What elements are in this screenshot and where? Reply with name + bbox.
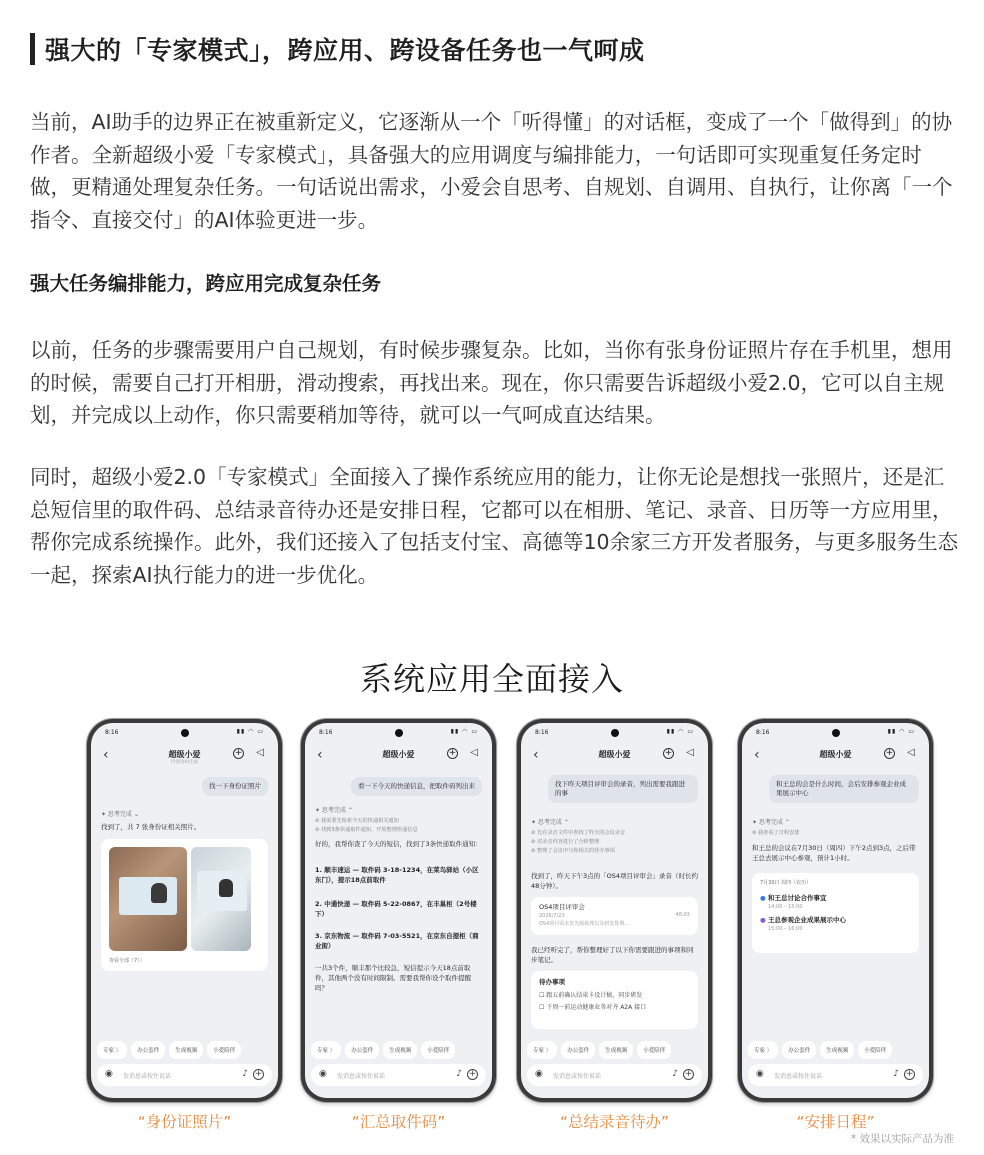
new-chat-icon[interactable]: + [234,748,243,758]
phone-mockup-schedule [738,719,933,1102]
chip-video[interactable]: 生成视频 [599,1041,633,1059]
think-steps [531,829,625,856]
quick-chips [527,1041,702,1059]
todo-card [531,971,698,1029]
todo-title: 待办事项 [539,978,565,986]
status-icons: ▮▮ ◠ ▭ [887,728,915,735]
caption-recording-todos: “总结录音待办” [559,1113,670,1131]
id-photo-thumbnail-2[interactable] [191,847,251,951]
recording-duration: 48:03 [675,912,690,918]
think-status[interactable]: ✦ 思考完成 ⌃ [531,819,569,826]
status-time: 8:16 [105,729,119,736]
add-icon[interactable]: + [905,1069,914,1079]
chip-expert[interactable]: 专家 〉 [527,1041,557,1059]
back-arrow-icon[interactable]: ‹ [317,747,323,763]
status-time: 8:16 [535,729,549,736]
caption-schedule: “安排日程” [796,1113,875,1131]
input-placeholder: 发消息或按住说话 [774,1073,823,1080]
status-time: 8:16 [319,729,333,736]
user-query-bubble: 找一下身份证照片 [202,777,268,796]
chip-expert[interactable]: 专家 〉 [311,1041,341,1059]
phone-mockup-pickup-codes [301,719,496,1102]
recording-card[interactable] [531,897,698,935]
input-placeholder: 发消息或按住说话 [123,1073,172,1080]
calendar-card [752,873,919,953]
status-icons: ▮▮ ◠ ▭ [236,728,264,735]
add-icon[interactable]: + [468,1069,477,1079]
back-arrow-icon[interactable]: ‹ [103,747,109,763]
camera-notch [395,729,403,737]
add-icon[interactable]: + [684,1069,693,1079]
chip-office[interactable]: 办公套件 [345,1041,379,1059]
think-status[interactable]: ✦ 思考完成 ⌃ [315,807,353,814]
speaker-icon[interactable]: ◁ [256,747,264,758]
event-time: 15:00 – 16:00 [768,926,803,932]
chip-companion[interactable]: 小爱陪伴 [637,1041,671,1059]
phone-mockup-recording-todos [517,719,712,1102]
chat-title: 超级小爱 [819,750,852,759]
chat-title: 超级小爱 [168,750,201,759]
message-input[interactable] [311,1064,486,1086]
camera-icon[interactable]: ◉ [756,1069,764,1079]
checkbox-icon[interactable]: ☐ [539,1004,547,1011]
speaker-icon[interactable]: ◁ [907,747,915,758]
todo-item-text: 跟五前确认结束卡设计稿，同步研发 [546,992,643,999]
assistant-followup: 我已经听完了，帮你整理好了以下你需要跟进的事项和同步笔记。 [531,946,694,964]
id-photo-thumbnail[interactable] [109,847,187,951]
view-all-link[interactable]: 查看全部（7）〉 [109,958,145,964]
subheading: 强大任务编排能力，跨应用完成复杂任务 [30,272,382,295]
input-placeholder: 发消息或按住说话 [553,1073,602,1080]
assistant-reply: 找到了，共 7 张身份证相关照片。 [101,823,201,831]
back-arrow-icon[interactable]: ‹ [533,747,539,763]
chat-title: 超级小爱 [382,750,415,759]
chip-companion[interactable]: 小爱陪伴 [207,1041,241,1059]
status-time: 8:16 [756,729,770,736]
section-title: 系统应用全面接入 [359,660,624,698]
chat-title: 超级小爱 [598,750,631,759]
message-input[interactable] [97,1064,272,1086]
mic-icon[interactable]: ♪ [242,1069,248,1079]
camera-notch [611,729,619,737]
chip-video[interactable]: 生成视频 [169,1041,203,1059]
event-title: 和王总讨论合作事宜 [767,894,827,902]
chip-office[interactable]: 办公套件 [561,1041,595,1059]
chip-companion[interactable]: 小爱陪伴 [858,1041,892,1059]
event-dot-icon: ● [760,916,768,924]
chip-companion[interactable]: 小爱陪伴 [421,1041,455,1059]
new-chat-icon[interactable]: + [448,748,457,758]
new-chat-icon[interactable]: + [664,748,673,758]
chip-video[interactable]: 生成视频 [820,1041,854,1059]
status-icons: ▮▮ ◠ ▭ [450,728,478,735]
article-heading [30,32,645,66]
event-dot-icon: ● [760,894,768,902]
back-arrow-icon[interactable]: ‹ [754,747,760,763]
caption-id-photo: “身份证照片” [137,1113,232,1131]
chip-expert[interactable]: 专家 〉 [748,1041,778,1059]
speaker-icon[interactable]: ◁ [470,747,478,758]
quick-chips [97,1041,272,1059]
user-query-bubble: 看一下今天的快递信息，把取件码列出来 [351,777,482,796]
chat-subtitle: 内容由AI生成 [171,760,198,765]
message-input[interactable] [748,1064,923,1086]
think-steps [752,829,800,838]
chip-video[interactable]: 生成视频 [383,1041,417,1059]
camera-icon[interactable]: ◉ [319,1069,327,1079]
think-status[interactable]: ✦ 思考完成 ⌄ [101,811,139,818]
user-query-bubble: 找下昨天项目评审会的录音，列出需要我跟进的事 [548,775,698,803]
heading-bar [30,33,35,65]
think-step: ⊘ 先在录音文件中查找了昨天的会议录音 [531,830,626,836]
pickup-item: 2. 中通快递 — 取件码 5-22-0867，在丰巢柜（2号楼下） [315,900,477,918]
footnote: * 效果以实际产品为准 [850,1133,954,1145]
checkbox-icon[interactable]: ☐ [539,992,547,999]
camera-notch [181,729,189,737]
calendar-event[interactable] [760,893,911,911]
mic-icon[interactable]: ♪ [672,1069,678,1079]
paragraph-orchestration: 以前，任务的步骤需要用户自己规划，有时候步骤复杂。比如，当你有张身份证照片存在手机里，想用的时候，需要自己打开相册，滑动搜索，再找出来。现在，你只需要告诉超级小爱2.0，它可以自主规划，并完成以上动作，你只需要稍加等待，就可以一气呵成直达结果。 [30,338,953,427]
chip-office[interactable]: 办公套件 [131,1041,165,1059]
recording-date: 2026/7/23 [539,913,565,919]
caption-pickup-codes: “汇总取件码” [351,1113,446,1131]
speaker-icon[interactable]: ◁ [686,747,694,758]
recording-title: OS4项目评审会 [539,903,585,911]
chip-office[interactable]: 办公套件 [782,1041,816,1059]
heading-text: 强大的「专家模式」，跨应用、跨设备任务也一气呵成 [45,36,645,65]
event-time: 14:00 – 15:00 [768,904,803,910]
think-step: ⊘ 找到3条快递取件通知，开始整理快递信息 [315,827,418,833]
calendar-event[interactable] [760,915,911,933]
user-query-bubble: 和王总的会是什么时间，会后安排参观企业成果展示中心 [769,775,919,803]
assistant-reply: 找到了，昨天下午3点的「OS4项目评审会」录音（时长约48分钟）。 [531,872,699,890]
assistant-reply: 和王总的会议在7月30日（周四）下午2点到3点，之后带王总去展示中心参观，预计1小时。 [752,844,916,862]
camera-icon[interactable]: ◉ [105,1069,113,1079]
todo-item-text: 下周一前运动健康业务对齐 A2A 接口 [546,1004,647,1011]
chip-expert[interactable]: 专家 〉 [97,1041,127,1059]
pickup-item: 3. 京东物流 — 取件码 7-03-5521，在京东自提柜（商业街） [315,932,479,950]
new-chat-icon[interactable]: + [885,748,894,758]
todo-item[interactable] [539,991,690,1001]
todo-item[interactable] [539,1003,690,1013]
photo-results-card [101,839,268,971]
camera-icon[interactable]: ◉ [535,1069,543,1079]
event-title: 王总参观企业成果展示中心 [767,916,846,924]
message-input[interactable] [527,1064,702,1086]
mic-icon[interactable]: ♪ [893,1069,899,1079]
recording-summary: OS4项目需求优先级梳理以及研发排期... [539,921,630,927]
paragraph-intro: 当前，AI助手的边界正在被重新定义，它逐渐从一个「听得懂」的对话框，变成了一个「做得到」的协作者。全新超级小爱「专家模式」，具备强大的应用调度与编排能力，一句话即可实现重复任务定时做，更精通处理复杂任务。一句话说出需求，小爱会自思考、自规划、自调用、自执行，让你离「一个指令、直接交付」的AI体验更进一步。 [30,110,953,232]
camera-notch [832,729,840,737]
phone-mockup-id-photo [87,719,282,1102]
quick-chips [748,1041,923,1059]
quick-chips [311,1041,486,1059]
add-icon[interactable]: + [254,1069,263,1079]
paragraph-system-apps: 同时，超级小爱2.0「专家模式」全面接入了操作系统应用的能力，让你无论是想找一张照片，还是汇总短信里的取件码、总结录音待办还是安排日程，它都可以在相册、笔记、录音、日历等一方应用里，帮你完成系统操作。此外，我们还接入了包括支付宝、高德等10余家三方开发者服务，与更多服务生态一起，探索AI执行能力的进一步优化。 [30,465,959,587]
assistant-summary: 一共3个件，顺丰那个比较急，短信提示今天18点前取件，其他两个没有时间限制。需要我帮你设个取件提醒吗？ [315,964,471,992]
think-status[interactable]: ✦ 思考完成 ⌃ [752,819,790,826]
input-placeholder: 发消息或按住说话 [337,1073,386,1080]
calendar-date: 7月30日 周四（农历） [760,880,812,886]
think-steps [315,817,418,835]
think-step: ⊘ 我需要先检索今天的快递相关通知 [315,818,399,824]
assistant-intro: 好的，我帮你查了今天的短信，找到了3条快递取件通知： [315,840,482,848]
mic-icon[interactable]: ♪ [456,1069,462,1079]
think-step: ⊘ 整理了会议中与你相关的待办事项 [531,848,615,854]
think-step: ⊘ 对录音内容进行了分析整理 [531,839,600,845]
pickup-item: 1. 顺丰速运 — 取件码 3-18-1234，在菜鸟驿站（小区东门），提示18点前取件 [315,866,479,884]
status-icons: ▮▮ ◠ ▭ [666,728,694,735]
think-step: ⊘ 我查看了日程安排 [752,830,800,836]
